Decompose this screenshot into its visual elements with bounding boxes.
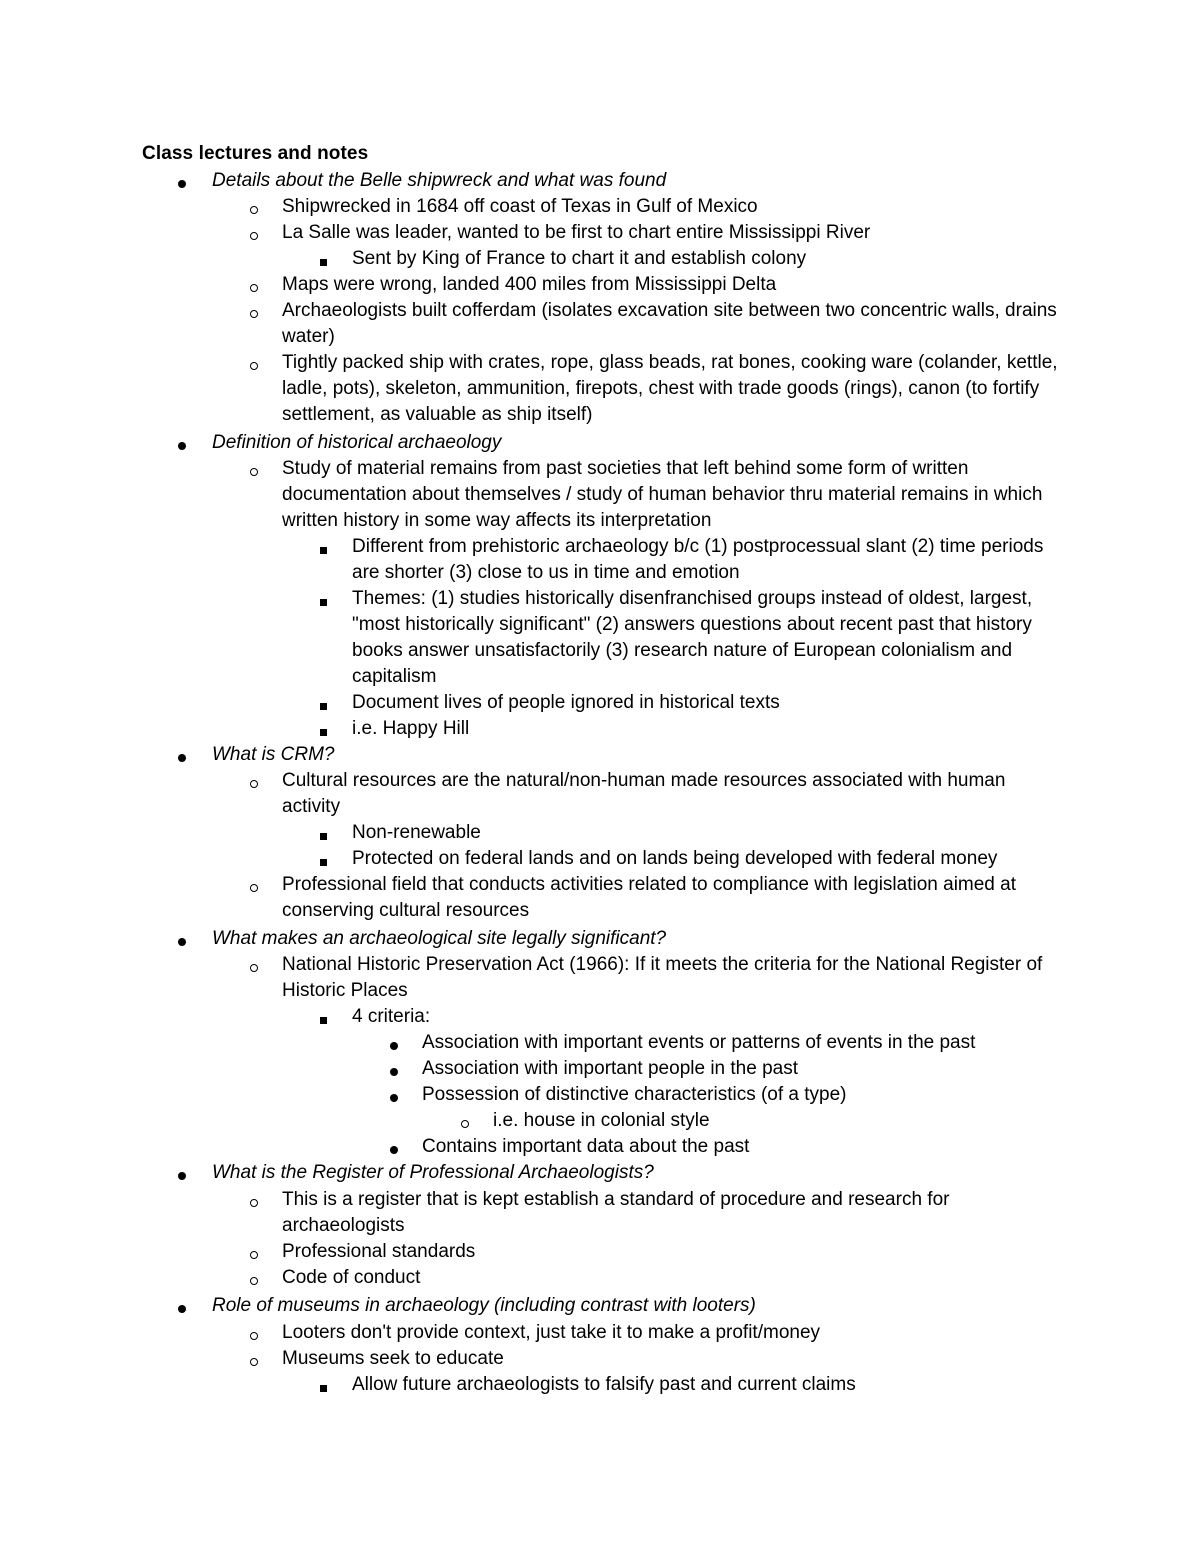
list-item: Professional standards <box>282 1241 476 1262</box>
bullet-disc <box>178 180 186 188</box>
list-item: Document lives of people ignored in historical texts <box>352 692 780 713</box>
list-item: Archaeologists built cofferdam (isolates excavation site between two concentric walls, drains water) <box>282 300 1057 347</box>
list-item: Themes: (1) studies historically disenfranchised groups instead of oldest, largest, "most historically significant" (2) answers questions about recent past that history books answer unsatisfactorily (3) research nature of European colonialism and capitalism <box>352 588 1033 687</box>
bullet-disc <box>178 442 186 450</box>
bullet-circle <box>250 1277 258 1285</box>
list-item: Association with important events or patterns of events in the past <box>422 1032 976 1053</box>
list-item: Study of material remains from past societies that left behind some form of written documentation about themselves / study of human behavior thru material remains in which written history in some way affects its interpretation <box>282 458 1043 531</box>
list-item: i.e. house in colonial style <box>493 1110 710 1131</box>
page-title: Class lectures and notes <box>142 143 369 164</box>
bullet-square <box>320 599 327 606</box>
section-heading: Details about the Belle shipwreck and what was found <box>212 170 667 191</box>
list-item: Allow future archaeologists to falsify past and current claims <box>352 1374 856 1395</box>
bullet-circle <box>250 780 258 788</box>
list-item: Sent by King of France to chart it and establish colony <box>352 248 807 269</box>
bullet-disc <box>178 1172 186 1180</box>
bullet-square <box>320 259 327 266</box>
list-item: National Historic Preservation Act (1966): If it meets the criteria for the National Register of Historic Places <box>282 954 1043 1001</box>
list-item: This is a register that is kept establish a standard of procedure and research for archaeologists <box>282 1189 950 1236</box>
list-item: Maps were wrong, landed 400 miles from Mississippi Delta <box>282 274 777 295</box>
list-item: Contains important data about the past <box>422 1136 750 1157</box>
bullet-disc <box>390 1146 398 1154</box>
bullet-disc <box>390 1042 398 1050</box>
list-item: Different from prehistoric archaeology b/c (1) postprocessual slant (2) time periods are shorter (3) close to us in time and emotion <box>352 536 1044 583</box>
bullet-disc <box>178 754 186 762</box>
section-heading: What makes an archaeological site legally significant? <box>212 928 667 949</box>
bullet-disc <box>390 1068 398 1076</box>
list-item: Cultural resources are the natural/non-human made resources associated with human activity <box>282 770 1006 817</box>
bullet-circle <box>461 1120 469 1128</box>
list-item: Code of conduct <box>282 1267 421 1288</box>
bullet-circle <box>250 964 258 972</box>
section-heading: What is CRM? <box>212 744 335 765</box>
list-item: Professional field that conducts activities related to compliance with legislation aimed at conserving cultural resources <box>282 874 1016 921</box>
bullet-circle <box>250 1358 258 1366</box>
section-heading: Definition of historical archaeology <box>212 432 502 453</box>
list-item: Association with important people in the past <box>422 1058 798 1079</box>
bullet-square <box>320 1017 327 1024</box>
list-item: Shipwrecked in 1684 off coast of Texas in Gulf of Mexico <box>282 196 758 217</box>
bullet-disc <box>178 938 186 946</box>
list-item: Non-renewable <box>352 822 481 843</box>
list-item: Tightly packed ship with crates, rope, glass beads, rat bones, cooking ware (colander, kettle, ladle, pots), skeleton, ammunition, firepots, chest with trade goods (rings), canon (to fortify settlement, as valuable as ship itself) <box>282 352 1058 425</box>
bullet-circle <box>250 232 258 240</box>
bullet-square <box>320 1385 327 1392</box>
list-item: Looters don't provide context, just take it to make a profit/money <box>282 1322 821 1343</box>
bullet-circle <box>250 884 258 892</box>
bullet-circle <box>250 468 258 476</box>
list-item: i.e. Happy Hill <box>352 718 470 739</box>
list-item: La Salle was leader, wanted to be first to chart entire Mississippi River <box>282 222 871 243</box>
bullet-circle <box>250 1199 258 1207</box>
bullet-square <box>320 833 327 840</box>
bullet-circle <box>250 206 258 214</box>
list-item: Protected on federal lands and on lands being developed with federal money <box>352 848 998 869</box>
section-heading: Role of museums in archaeology (including contrast with looters) <box>212 1295 756 1316</box>
bullet-square <box>320 859 327 866</box>
bullet-circle <box>250 310 258 318</box>
list-item: 4 criteria: <box>352 1006 431 1027</box>
bullet-circle <box>250 1332 258 1340</box>
bullet-circle <box>250 1251 258 1259</box>
bullet-square <box>320 703 327 710</box>
bullet-circle <box>250 362 258 370</box>
bullet-square <box>320 547 327 554</box>
section-heading: What is the Register of Professional Archaeologists? <box>212 1162 654 1183</box>
list-item: Museums seek to educate <box>282 1348 504 1369</box>
bullet-circle <box>250 284 258 292</box>
bullet-square <box>320 729 327 736</box>
bullet-disc <box>178 1305 186 1313</box>
bullet-disc <box>390 1094 398 1102</box>
list-item: Possession of distinctive characteristics (of a type) <box>422 1084 847 1105</box>
